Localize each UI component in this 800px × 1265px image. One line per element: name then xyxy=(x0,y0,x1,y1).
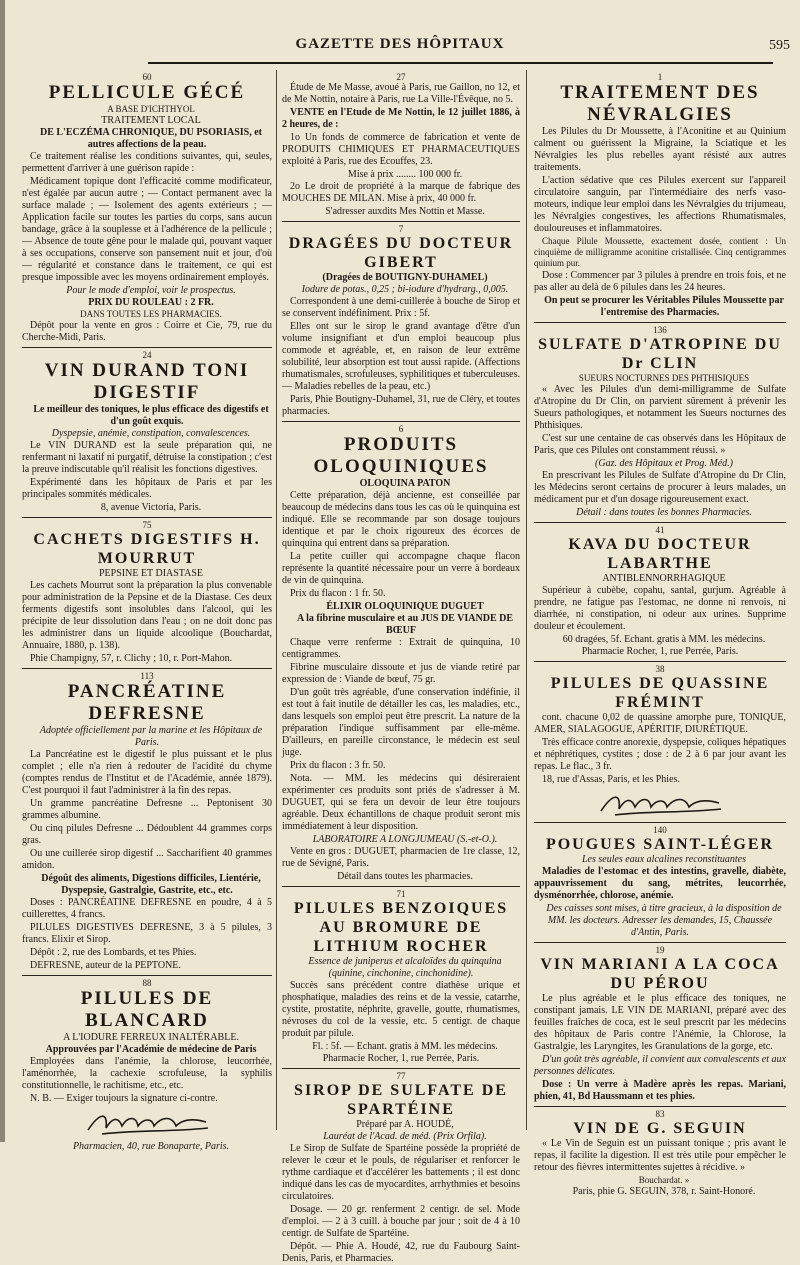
ad-text: VENTE en l'Etude de Me Nottin, le 12 juillet 1886, à 2 heures, de : xyxy=(282,107,520,130)
ad-text: S'adresser auxdits Mes Nottin et Masse. xyxy=(325,206,485,217)
ad-text: DE L'ECZÉMA CHRONIQUE, DU PSORIASIS, et autres affections de la peau. xyxy=(40,127,262,150)
advertisement xyxy=(534,522,786,658)
ad-text: PRIX DU ROULEAU : 2 FR. xyxy=(88,297,214,308)
ad-headline: PILULES DE QUASSINE FRÉMINT xyxy=(550,675,770,711)
advertisement xyxy=(534,822,786,939)
column-divider xyxy=(526,70,527,1130)
ad-number: 113 xyxy=(140,671,154,681)
ad-headline: VIN MARIANI A LA COCA DU PÉROU xyxy=(540,956,780,992)
header-rule xyxy=(148,62,773,64)
ad-text: C'est sur une centaine de cas observés dans les Hôpitaux de Paris, que ces Pilules ont constamment réussi. » xyxy=(534,433,786,456)
ad-text: Des caisses sont mises, à titre gracieux, à la disposition de MM. les docteurs. Adresser les demandes, 15, Chaussée d'Antin, Paris. xyxy=(546,903,782,938)
advertisement xyxy=(22,347,272,514)
ad-text: SUEURS NOCTURNES DES PHTHISIQUES xyxy=(578,373,750,383)
ad-headline: SULFATE D'ATROPINE DU Dr CLIN xyxy=(538,336,782,372)
ad-text: Dégoût des aliments, Digestions difficiles, Lientérie, Dyspepsie, Gastralgie, Gastrite, etc., etc. xyxy=(41,873,261,896)
column-divider xyxy=(276,70,277,1130)
advertisement xyxy=(22,975,272,1153)
advertisement xyxy=(534,1106,786,1198)
ad-number: 38 xyxy=(655,664,665,674)
ad-number: 136 xyxy=(653,325,667,335)
ad-text: L'action sédative que ces Pilules exercent sur l'appareil circulatoire sanguin, par l'intermédiaire des nerfs vaso-moteurs, indique leur emploi dans les Névralgies du trijumeau, les Névralgies congestives, les affections Rhumatismales, douloureuses et inflammatoires. xyxy=(534,175,786,234)
ad-text: DANS TOUTES LES PHARMACIES. xyxy=(80,309,222,319)
ad-rule xyxy=(534,522,786,523)
ad-text: Dépôt : 2, rue des Lombards, et tes Phies. xyxy=(30,947,197,958)
ad-text: Succès sans précédent contre diathèse urique et phosphatique, maladies des reins et de la vessie, catarrhe, cystite, prostatite, néphrite, gravelle, goutte, rhumatismes, névroses du col de la vessie, etc. 5 centigr. de chaque produit par pilule. xyxy=(282,980,520,1039)
ad-number: 60 xyxy=(142,72,152,82)
advertisement xyxy=(282,1068,520,1265)
ad-headline: PANCRÉATINE DEFRESNE xyxy=(67,681,227,724)
ad-number: 1 xyxy=(657,72,663,82)
ad-text: 8, avenue Victoria, Paris. xyxy=(100,502,202,513)
ad-text: (Dragées de BOUTIGNY-DUHAMEL) xyxy=(322,272,488,283)
ad-text: On peut se procurer les Véritables Pilules Moussette par l'entremise des Pharmacies. xyxy=(544,295,784,318)
advertisement xyxy=(282,72,520,218)
ad-text: Les cachets Mourrut sont la préparation la plus convenable pour administration de la Pepsine et de la Diastase. Ces deux ferments digestifs sont insolubles dans l'alcool, qui les précipite de leur dissolution dans l'eau ; on ne doit donc pas les administrer dans un liquide alcoolique (Bouchardat, Annuaire, 1880, p. 138). xyxy=(22,580,272,651)
page-header xyxy=(0,34,800,60)
ad-text: 18, rue d'Assas, Paris, et les Phies. xyxy=(542,774,680,785)
ad-text: La Pancréatine est le digestif le plus puissant et le plus complet ; elle n'a rien à redouter de l'acidité du chyme (comptes rendus de l'Institut et de l'Académie, année 1879). C'est pourquoi il faut l'administrer à la fin des repas. xyxy=(22,749,272,796)
ad-text: Iodure de potas., 0,25 ; bi-iodure d'hydrarg., 0,005. xyxy=(301,284,509,295)
ad-text: Les Pilules du Dr Moussette, à l'Aconitine et au Quinium calment ou guérissent la Migraine, la Sciatique et les Névralgies les plus rebelles ayant résisté aux autres traitements. xyxy=(534,126,786,173)
ad-text: Mise à prix ........ 100 000 fr. xyxy=(347,169,463,180)
ad-rule xyxy=(534,661,786,662)
ad-text: A L'IODURE FERREUX INALTÉRABLE. xyxy=(63,1032,239,1043)
ad-text: cont. chacune 0,02 de quassine amorphe pure, TONIQUE, AMER, SIALAGOGUE, APÉRITIF, DIURÉTIQUE. xyxy=(534,712,786,735)
ad-text: Chaque Pilule Moussette, exactement dosée, contient : Un cinquième de milligramme aconitine cristallisée. Cinq centigrammes quinium pur. xyxy=(534,236,786,268)
ad-number: 88 xyxy=(142,978,152,988)
ad-headline: TRAITEMENT DES NÉVRALGIES xyxy=(560,82,760,125)
signature-image xyxy=(82,1108,212,1138)
ad-text: Doses : PANCRÉATINE DEFRESNE en poudre, 4 à 5 cuillerettes, 4 francs. xyxy=(22,897,272,920)
ad-text: LABORATOIRE A LONGJUMEAU (S.-et-O.). xyxy=(312,834,498,845)
ad-rule xyxy=(534,822,786,823)
column-right xyxy=(534,70,786,1197)
ad-headline: CACHETS DIGESTIFS H. MOURRUT xyxy=(33,531,261,567)
ad-text: A BASE D'ICHTHYOL xyxy=(107,104,195,114)
ad-headline: VIN DURAND TONI DIGESTIF xyxy=(44,360,250,403)
ad-text: Elles ont sur le sirop le grand avantage d'être d'un volume insignifiant et d'un emploi beaucoup plus commode et agréable, et, en raison de leur extrême solubilité, leur absorption est tout aussi rapide. (Affections rhumatismales, scrofuleuses, syphilitiques et tuberculeuses. — Maladies rebelles de la peau, etc.) xyxy=(282,321,521,392)
column-left xyxy=(22,70,272,1152)
ad-text: Fl. : 5f. — Echant. gratis à MM. les médecins. Pharmacie Rocher, 1, rue Perrée, Paris. xyxy=(312,1041,498,1064)
ad-text: Employées dans l'anémie, la chlorose, leucorrhée, l'aménorrhée, la cachexie scrofuleuse, la syphilis constitutionnelle, le rachitisme, etc., etc. xyxy=(22,1056,272,1091)
ad-text: Lauréat de l'Acad. de méd. (Prix Orfila). xyxy=(323,1131,487,1142)
page-left-edge xyxy=(0,0,5,1142)
ad-headline: DRAGÉES DU DOCTEUR GIBERT xyxy=(288,235,514,271)
ad-text: Dépôt pour la vente en gros : Coirre et Cie, 79, rue du Cherche-Midi, Paris. xyxy=(22,320,272,343)
advertisement xyxy=(534,942,786,1103)
ad-rule xyxy=(534,1106,786,1107)
ad-text: Pharmacien, 40, rue Bonaparte, Paris. xyxy=(72,1141,230,1152)
ad-text: D'un goût très agréable, il convient aux convalescents et aux personnes délicates. xyxy=(534,1054,786,1077)
ad-text: ANTIBLENNORRHAGIQUE xyxy=(602,573,726,584)
ad-text: Le meilleur des toniques, le plus efficace des digestifs et d'un goût exquis. xyxy=(33,404,269,427)
page-number: 595 xyxy=(769,38,790,53)
signature-image xyxy=(595,789,725,819)
ad-text: Adoptée officiellement par la marine et les Hôpitaux de Paris. xyxy=(39,725,263,748)
ad-headline: KAVA DU DOCTEUR LABARTHE xyxy=(568,536,752,572)
ad-headline: PILULES BENZOIQUES AU BROMURE DE LITHIUM ROCHER xyxy=(293,900,509,955)
ad-text: N. B. — Exiger toujours la signature ci-contre. xyxy=(30,1093,218,1104)
ad-text: Dose : Un verre à Madère après les repas. Mariani, phien, 41, Bd Haussmann et tes phies. xyxy=(534,1079,786,1102)
ad-text: Chaque verre renferme : Extrait de quinquina, 10 centigrammes. xyxy=(282,637,520,660)
ad-text: 60 dragées, 5f. Echant. gratis à MM. les médecins. Pharmacie Rocher, 1, rue Perrée, Paris. xyxy=(562,634,766,657)
ad-text: Correspondent à une demi-cuillerée à bouche de Sirop et se conservent indéfiniment. Prix : 5f. xyxy=(282,296,520,319)
ad-text: Détail : dans toutes les bonnes Pharmacies. xyxy=(576,507,752,518)
ad-text: Essence de juniperus et alcaloïdes du quinquina (quinine, cinchonine, cinchonidine). xyxy=(308,956,502,979)
ad-text: Très efficace contre anorexie, dyspepsie, coliques hépatiques et néphrétiques, cystites ; dose : de 2 à 6 par jour avant les repas. Le flac., 3 fr. xyxy=(534,737,786,772)
ad-text: Expérimenté dans les hôpitaux de Paris et par les principales sommités médicales. xyxy=(22,477,272,500)
ad-text: Dosage. — 20 gr. renferment 2 centigr. de sel. Mode d'emploi. — 2 à 3 cuill. à bouche par jour ; soit de 4 à 10 centigr. de Sulfate de Spartéine. xyxy=(282,1204,520,1239)
ad-number: 71 xyxy=(396,889,406,899)
ad-text: Cette préparation, déjà ancienne, est conseillée par beaucoup de médecins dans tous les cas où le quinquina est indiqué. Elle se recommande par son dosage toujours identique et par le choix rigoureux des écorces de quinquina qui entrent dans sa préparation. xyxy=(282,490,520,549)
ad-text: Prix du flacon : 3 fr. 50. xyxy=(290,760,386,771)
ad-text: Dose : Commencer par 3 pilules à prendre en trois fois, et ne pas aller au delà de 6 pilules dans les 24 heures. xyxy=(534,270,786,293)
ad-text: Maladies de l'estomac et des intestins, gravelle, diabète, appauvrissement du sang, métrites, leucorrhée, dysménorrhée, chlorose, anémie. xyxy=(534,866,786,901)
ad-text: Prix du flacon : 1 fr. 50. xyxy=(290,588,386,599)
ad-number: 7 xyxy=(398,224,404,234)
ad-text: TRAITEMENT LOCAL xyxy=(101,115,201,126)
ad-text: Les seules eaux alcalines reconstituantes xyxy=(581,854,747,865)
ad-rule xyxy=(282,886,520,887)
ad-number: 75 xyxy=(142,520,152,530)
ad-text: 2o Le droit de propriété à la marque de fabrique des MOUCHES DE MILAN. Mise à prix, 40 000 fr. xyxy=(282,181,520,204)
advertisement xyxy=(22,668,272,972)
ad-text: Étude de Me Masse, avoué à Paris, rue Gaillon, no 12, et de Me Nottin, notaire à Paris, rue La Ville-l'Évêque, no 5. xyxy=(282,82,520,105)
ad-text: Ou cinq pilules Defresne ... Dédoublent 44 grammes corps gras. xyxy=(22,823,272,846)
advertisement xyxy=(534,661,786,819)
ad-text: Médicament topique dont l'efficacité comme modificateur, n'est égalée par aucun autre ; — Contact permanent avec la surface malade ; — Isolement des agents extérieurs ; — Application facile sur toutes les parties du corps, sans aucun bandage, grâce à la souplesse et à l'adhérence de la pellicule ; — Absence de toute gêne pour le malade qui, pouvant vaquer à ses occupations, conserve son pansement nuit et jour, d'où — régularité et constance dans le traitement, ce qui est presque impossible avec les moyens ordinairement employés. xyxy=(22,176,272,283)
ad-text: Le plus agréable et le plus efficace des toniques, ne constipant jamais. LE VIN DE MARIANI, préparé avec des feuilles fraîches de coca, est le seul prescrit par les médecins des hôpitaux de Paris contre l'Anémie, la Chlorose, la Gastralgie, les Laryngites, les Granulations de la gorge, etc. xyxy=(534,993,786,1052)
ad-number: 24 xyxy=(142,350,152,360)
ad-text: Ou une cuillerée sirop digestif ... Saccharifient 40 grammes amidon. xyxy=(22,848,272,871)
ad-rule xyxy=(22,517,272,518)
ad-number: 77 xyxy=(396,1071,406,1081)
ad-text: OLOQUINA PATON xyxy=(359,478,451,489)
ad-number: 140 xyxy=(653,825,667,835)
ad-number: 19 xyxy=(655,945,665,955)
advertisement xyxy=(22,72,272,344)
ad-headline: VIN DE G. SEGUIN xyxy=(573,1120,747,1137)
ad-text: « Avec les Pilules d'un demi-milligramme de Sulfate d'Atropine du Dr Clin, on parvient sûrement à prévenir les Sueurs pathologiques, et notamment les Sueurs nocturnes des Phthisiques. xyxy=(534,384,786,431)
ad-text: PILULES DIGESTIVES DEFRESNE, 3 à 5 pilules, 3 francs. Elixir et Sirop. xyxy=(22,922,272,945)
ad-rule xyxy=(282,421,520,422)
ad-text: Le Sirop de Sulfate de Spartéine possède la propriété de relever le cœur et le pouls, de régulariser et renforcer le rythme cardiaque et d'accélérer les battements ; il est donc indiqué dans les cas de myocardites, arrhythmies et besoins circulatoires. xyxy=(282,1143,520,1202)
ad-text: Approuvées par l'Académie de médecine de Paris xyxy=(45,1044,257,1055)
ad-text: « Le Vin de Seguin est un puissant tonique ; pris avant le repas, il facilite la digestion. Il est très utile pour empêcher le retour des fièvres intermittentes sujettes à récidive. » xyxy=(534,1138,786,1173)
ad-rule xyxy=(22,347,272,348)
ad-text: Phie Champigny, 57, r. Clichy ; 10, r. Port-Mahon. xyxy=(30,653,233,664)
ad-number: 27 xyxy=(396,72,406,82)
ad-text: DEFRESNE, auteur de la PEPTONE. xyxy=(30,960,181,971)
ad-text: Dyspepsie, anémie, constipation, convalescences. xyxy=(51,428,251,439)
ad-text: Pour le mode d'emploi, voir le prospectus. xyxy=(66,285,236,296)
ad-text: Dépôt. — Phie A. Houdé, 42, rue du Faubourg Saint-Denis, Paris, et Pharmacies. xyxy=(282,1241,520,1264)
ad-text: A la fibrine musculaire et au JUS DE VIANDE DE BŒUF xyxy=(296,613,514,636)
ad-text: La petite cuiller qui accompagne chaque flacon représente la quantité nécessaire pour un verre à bordeaux de vin de quinquina. xyxy=(282,551,520,586)
advertisement xyxy=(282,221,520,418)
ad-text: Préparé par A. HOUDÉ, xyxy=(356,1119,454,1130)
advertisement xyxy=(22,517,272,665)
ad-text: Bouchardat. » xyxy=(638,1175,690,1185)
ad-text: ÉLIXIR OLOQUINIQUE DUGUET xyxy=(326,601,484,612)
ad-text: Détail dans toutes les pharmacies. xyxy=(337,871,473,882)
advertisement xyxy=(282,421,520,883)
ad-number: 83 xyxy=(655,1109,665,1119)
ad-text: D'un goût très agréable, d'une conservation indéfinie, il est tout à fait inutile de détailler les cas, les maladies, etc., dans lesquels son emploi peut être prescrit. La nature de la préparation l'indique suffisamment par elle-même. D'ailleurs, en pareille circonstance, le médecin est seul juge. xyxy=(282,687,520,758)
advertisement xyxy=(534,72,786,319)
ad-text: Un gramme pancréatine Defresne ... Peptonisent 30 grammes albumine. xyxy=(22,798,272,821)
ad-text: Le VIN DURAND est la seule préparation qui, ne renfermant ni laxatif ni purgatif, détruise la constipation ; c'est la preuve indiscutable qu'il réalisit les fonctions digestives. xyxy=(22,440,272,475)
ad-text: Paris, phie G. SEGUIN, 378, r. Saint-Honoré. xyxy=(572,1186,756,1197)
ad-headline: PRODUITS OLOQUINIQUES xyxy=(313,434,489,477)
ad-headline: SIROP DE SULFATE DE SPARTÉINE xyxy=(294,1082,508,1118)
ad-text: Paris, Phie Boutigny-Duhamel, 31, rue de Cléry, et toutes pharmacies. xyxy=(282,394,520,417)
advertisement xyxy=(534,322,786,519)
ad-text: PEPSINE ET DIASTASE xyxy=(98,568,204,579)
ad-rule xyxy=(282,221,520,222)
ad-text: 1o Un fonds de commerce de fabrication et vente de PRODUITS CHIMIQUES ET PHARMACEUTIQUES exploité à Paris, rue des Ecouffes, 23. xyxy=(282,132,520,167)
ad-text: Ce traitement réalise les conditions suivantes, qui, seules, permettent d'arriver à une guérison rapide : xyxy=(22,151,272,174)
ad-text: Supérieur à cubèbe, copahu, santal, gurjum. Agréable à prendre, ne fatigue pas l'estomac, ne donne ni renvois, ni diarrhée, ni constipation, ni odeur aux urines. Supprime douleur et écoulement. xyxy=(534,585,786,632)
ad-text: Fibrine musculaire dissoute et jus de viande retiré par expression de : Viande de bœuf, 75 gr. xyxy=(282,662,520,685)
ad-headline: PILULES DE BLANCARD xyxy=(80,988,214,1031)
ad-text: Nota. — MM. les médecins qui désireraient expérimenter ces produits sont priés de s'adresser à M. DUGUET, qui se fera un devoir de leur être toujours agréable. Deux échantillons de chaque produit seront mis immédiatement à leur disposition. xyxy=(282,773,520,832)
ad-number: 41 xyxy=(655,525,665,535)
ad-text: Vente en gros : DUGUET, pharmacien de 1re classe, 12, rue de Sévigné, Paris. xyxy=(282,846,520,869)
journal-title: GAZETTE DES HÔPITAUX xyxy=(295,36,505,52)
ad-rule xyxy=(22,668,272,669)
ad-number: 6 xyxy=(398,424,404,434)
ad-headline: PELLICULE GÉCÉ xyxy=(48,82,246,103)
ad-rule xyxy=(534,942,786,943)
ad-text: (Gaz. des Hôpitaux et Prog. Méd.) xyxy=(595,458,733,469)
ad-rule xyxy=(534,322,786,323)
advertisement xyxy=(282,886,520,1065)
ad-rule xyxy=(282,1068,520,1069)
ad-headline: POUGUES SAINT-LÉGER xyxy=(545,836,775,853)
ad-text: En prescrivant les Pilules de Sulfate d'Atropine du Dr Clin, les Médecins seront certains de procurer à leurs malades, un médicament pur et d'un dosage rigoureusement exact. xyxy=(534,470,786,505)
column-middle xyxy=(282,70,521,1264)
ad-rule xyxy=(22,975,272,976)
